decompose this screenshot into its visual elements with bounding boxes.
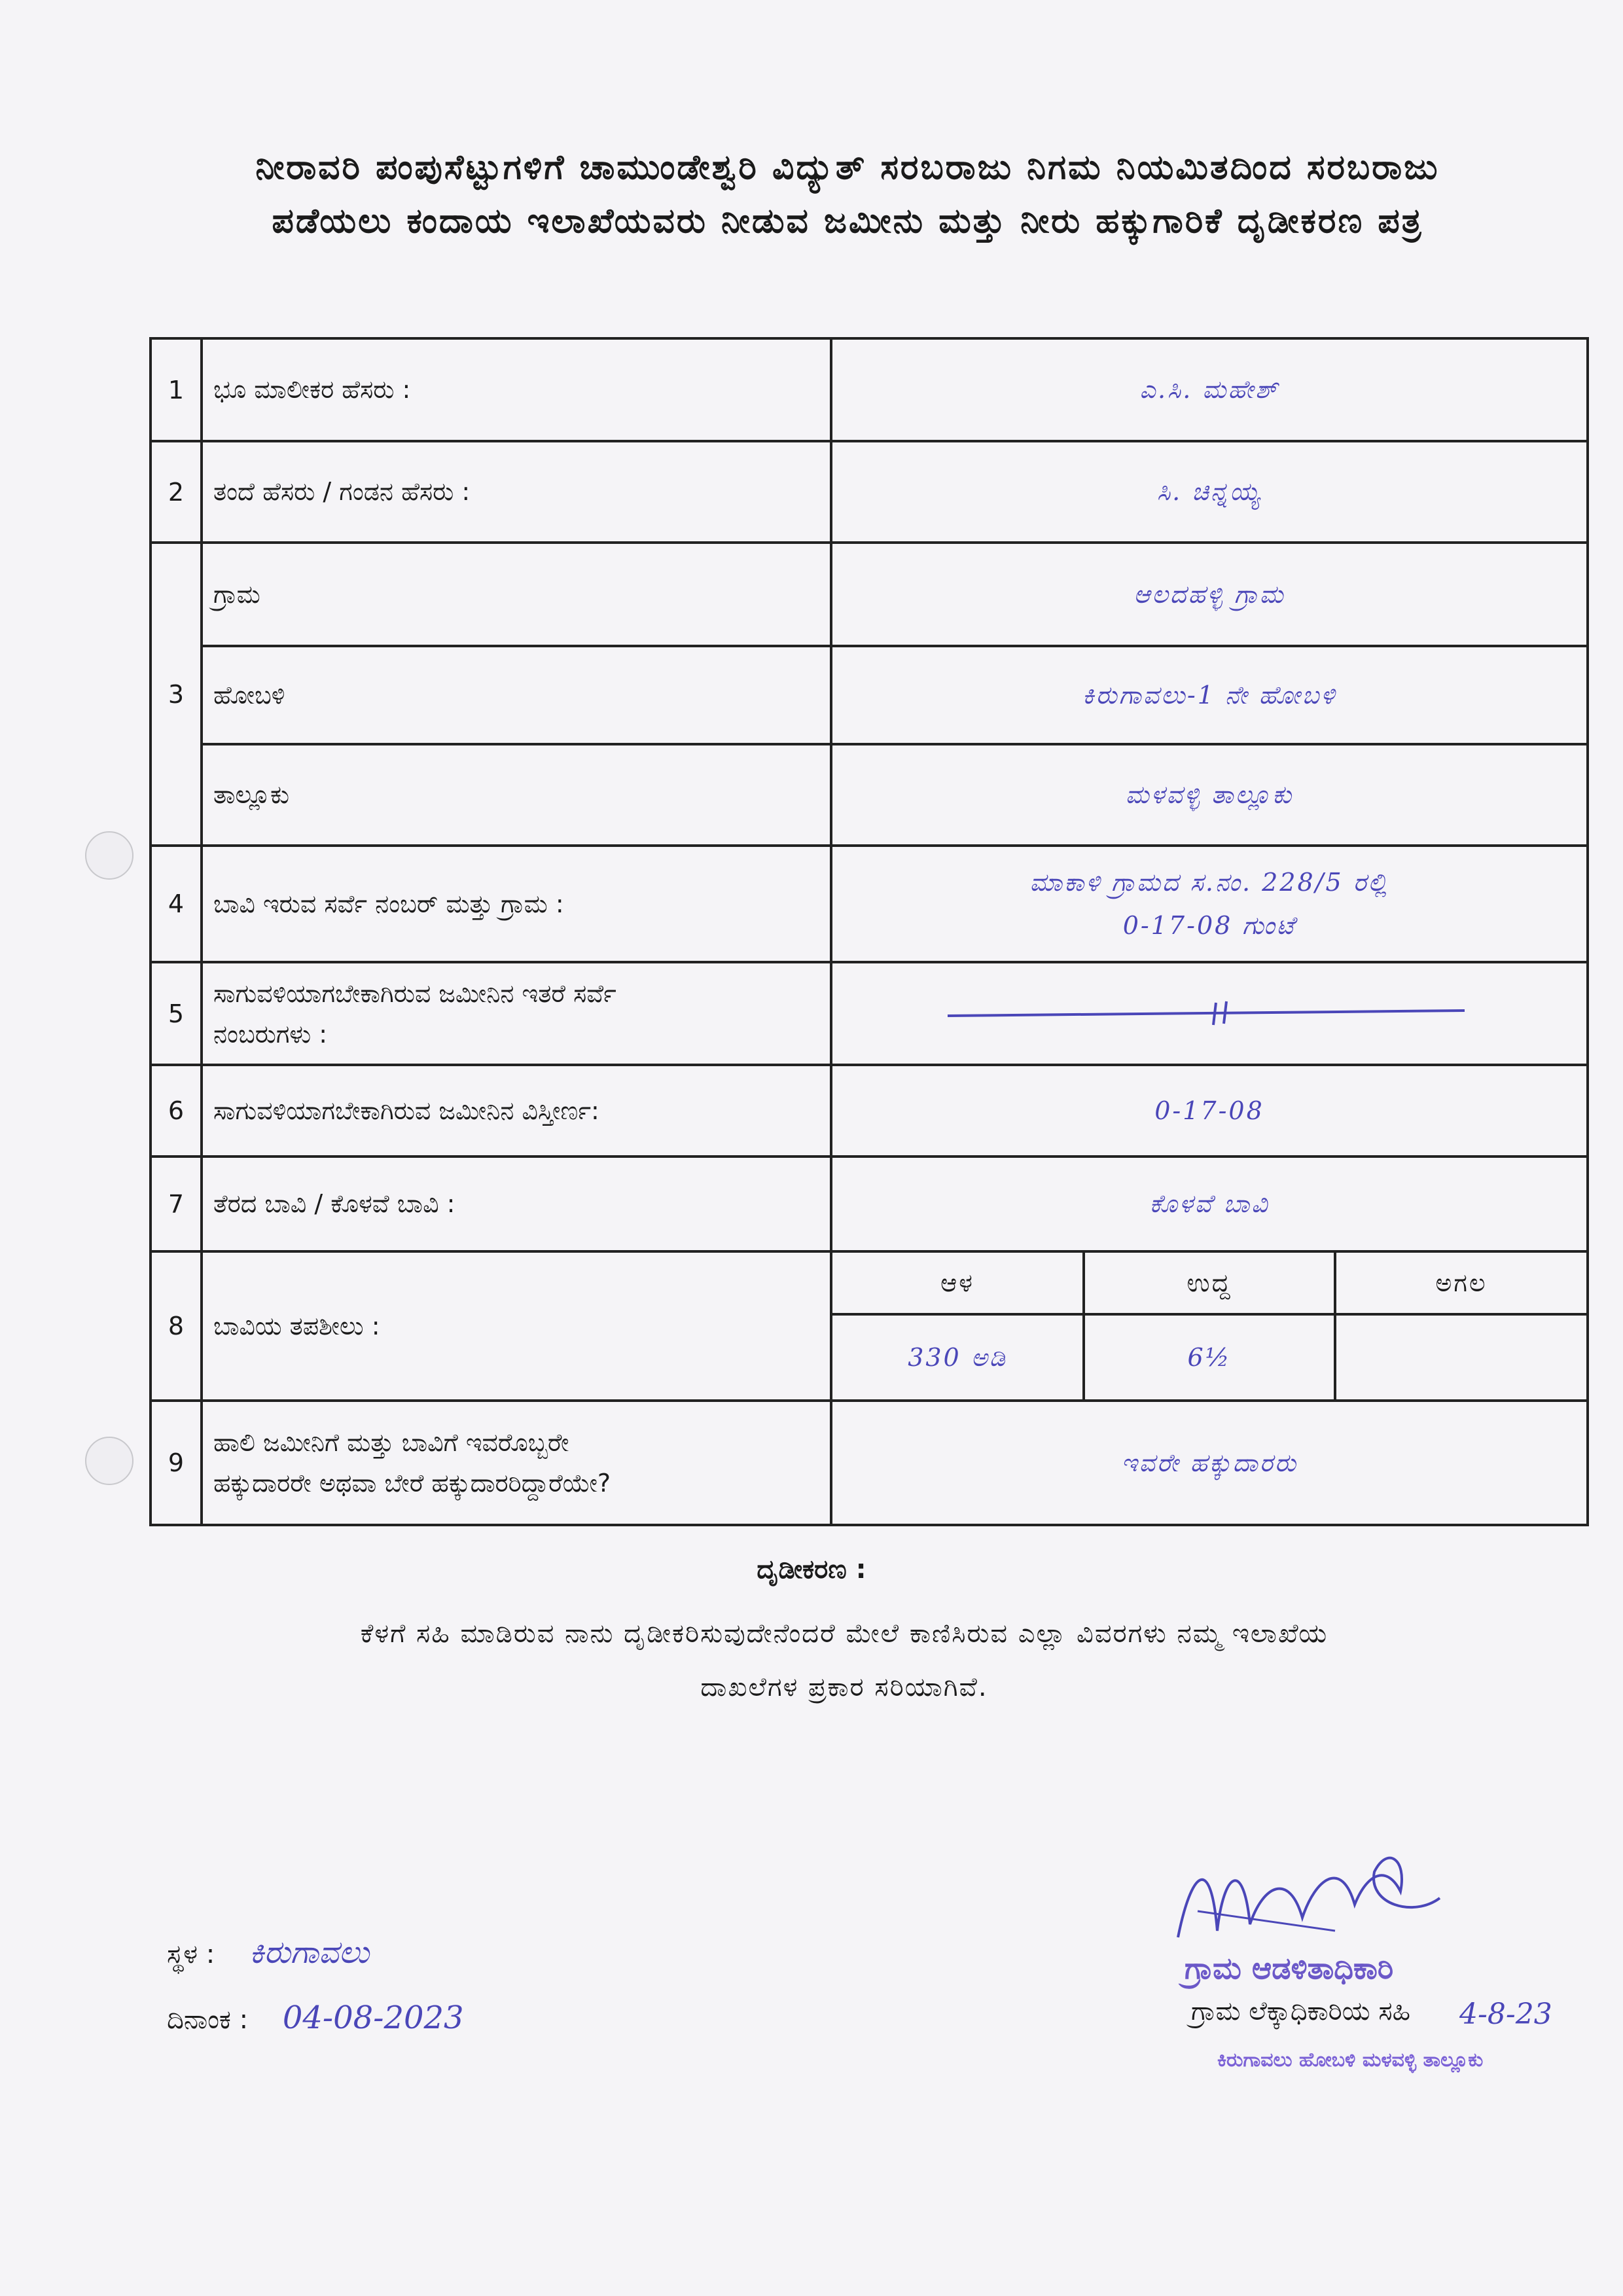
details-table (149, 337, 1589, 1526)
other-survey-label-line-1: ಸಾಗುವಳಿಯಾಗಬೇಕಾಗಿರುವ ಜಮೀನಿನ ಇತರೆ ಸರ್ವೆ (213, 978, 616, 1008)
well-details-subtable (832, 1253, 1586, 1399)
hobli-value: ಕಿರುಗಾವಲು-1 ನೇ ಹೋಬಳಿ (831, 646, 1588, 744)
row-number: 4 (151, 846, 202, 962)
stamp-title: ಗ್ರಾಮ ಆಡಳಿತಾಧಿಕಾರಿ (1185, 1950, 1394, 1986)
blank-dash-mark (941, 991, 1478, 1030)
father-name-label: ತಂದೆ ಹೆಸರು / ಗಂಡನ ಹೆಸರು : (202, 441, 831, 543)
signature-scribble (1139, 1833, 1544, 1964)
certification-line-2: ದಾಖಲೆಗಳ ಪ್ರಕಾರ ಸರಿಯಾಗಿವೆ. (700, 1672, 988, 1702)
well-type-label: ತೆರದ ಬಾವಿ / ಕೊಳವೆ ಬಾವಿ : (202, 1157, 831, 1251)
date-label: ದಿನಾಂಕ : (167, 2005, 249, 2035)
father-name-value: ಸಿ. ಚಿನ್ನಯ್ಯ (831, 441, 1588, 543)
punch-hole (85, 831, 134, 880)
other-survey-label-line-2: ನಂಬರುಗಳು : (213, 1019, 328, 1049)
place-label: ಸ್ಥಳ : (167, 1939, 215, 1969)
taluk-label: ತಾಲ್ಲೂಕು (202, 744, 831, 846)
owner-name-label: ಭೂ ಮಾಲೀಕರ ಹೆಸರು : (202, 338, 831, 441)
subtable-header-row (832, 1253, 1586, 1314)
title-line-1: ನೀರಾವರಿ ಪಂಪುಸೆಟ್ಟುಗಳಿಗೆ ಚಾಮುಂಡೇಶ್ವರಿ ವಿದ್ಯುತ್ ಸರಬರಾಜು ನಿಗಮ ನಿಯಮಿತದಿಂದ ಸರಬರಾಜು (255, 148, 1440, 187)
ownership-question-line-1: ಹಾಲಿ ಜಮೀನಿಗೆ ಮತ್ತು ಬಾವಿಗೆ ಇವರೊಬ್ಬರೇ (213, 1428, 569, 1457)
row-number: 5 (151, 962, 202, 1065)
well-type-value: ಕೊಳವೆ ಬಾವಿ (831, 1157, 1588, 1251)
place-row (167, 1934, 369, 1971)
table-row (151, 1251, 1588, 1401)
width-header: ಅಗಲ (1335, 1253, 1586, 1314)
length-value: 6½ (1084, 1314, 1335, 1399)
village-value: ಆಲದಹಳ್ಳಿ ಗ್ರಾಮ (831, 543, 1588, 646)
other-survey-label (202, 962, 831, 1065)
row-number: 1 (151, 338, 202, 441)
stamp-jurisdiction: ಕಿರುಗಾವಲು ಹೋಬಳಿ ಮಳವಳ್ಳಿ ತಾಲ್ಲೂಕು (1217, 2049, 1484, 2072)
table-row (151, 441, 1588, 543)
table-row (151, 646, 1588, 744)
table-row (151, 338, 1588, 441)
date-value: 04-08-2023 (282, 2000, 464, 2036)
survey-number-line-2: 0-17-08 ಗುಂಟೆ (1122, 911, 1296, 940)
hobli-label: ಹೋಬಳಿ (202, 646, 831, 744)
village-label: ಗ್ರಾಮ (202, 543, 831, 646)
depth-header: ಆಳ (832, 1253, 1084, 1314)
signature-date: 4-8-23 (1459, 1998, 1552, 2031)
punch-hole (85, 1437, 134, 1485)
table-row (151, 1065, 1588, 1157)
document-title (144, 141, 1551, 248)
survey-number-label: ಬಾವಿ ಇರುವ ಸರ್ವೆ ನಂಬರ್ ಮತ್ತು ಗ್ರಾಮ : (202, 846, 831, 962)
row-number: 3 (151, 543, 202, 846)
certification-line-1: ಕೆಳಗೆ ಸಹಿ ಮಾಡಿರುವ ನಾನು ದೃಡೀಕರಿಸುವುದೇನೆಂದರೆ ಮೇಲೆ ಕಾಣಿಸಿರುವ ಎಲ್ಲಾ ವಿವರಗಳು ನಮ್ಮ ಇಲಾಖೆಯ (360, 1619, 1329, 1649)
certification-heading: ದೃಡೀಕರಣ : (757, 1554, 866, 1585)
taluk-value: ಮಳವಳ್ಳಿ ತಾಲ್ಲೂಕು (831, 744, 1588, 846)
table-row (151, 543, 1588, 646)
row-number: 2 (151, 441, 202, 543)
ownership-question-line-2: ಹಕ್ಕುದಾರರೇ ಅಥವಾ ಬೇರೆ ಹಕ್ಕುದಾರರಿದ್ದಾರೆಯೇ? (213, 1469, 611, 1498)
well-details-cell (831, 1251, 1588, 1401)
row-number: 7 (151, 1157, 202, 1251)
ownership-answer-value: ಇವರೇ ಹಕ್ಕುದಾರರು (831, 1401, 1588, 1525)
subtable-value-row (832, 1314, 1586, 1399)
owner-name-value: ಎ.ಸಿ. ಮಹೇಶ್ (831, 338, 1588, 441)
table-row (151, 1157, 1588, 1251)
certification-text (196, 1607, 1492, 1714)
length-header: ಉದ್ದ (1084, 1253, 1335, 1314)
width-value (1335, 1314, 1586, 1399)
land-area-label: ಸಾಗುವಳಿಯಾಗಬೇಕಾಗಿರುವ ಜಮೀನಿನ ವಿಸ್ತೀರ್ಣ: (202, 1065, 831, 1157)
table-row (151, 1401, 1588, 1525)
row-number: 9 (151, 1401, 202, 1525)
other-survey-value (831, 962, 1588, 1065)
place-value: ಕಿರುಗಾವಲು (249, 1934, 370, 1971)
land-area-value: 0-17-08 (831, 1065, 1588, 1157)
row-number: 8 (151, 1251, 202, 1401)
table-row (151, 846, 1588, 962)
survey-number-line-1: ಮಾಕಾಳಿ ಗ್ರಾಮದ ಸ.ನಂ. 228/5 ರಲ್ಲಿ (1029, 868, 1389, 897)
depth-value: 330 ಅಡಿ (832, 1314, 1084, 1399)
table-row (151, 744, 1588, 846)
survey-number-value (831, 846, 1588, 962)
title-line-2: ಪಡೆಯಲು ಕಂದಾಯ ಇಲಾಖೆಯವರು ನೀಡುವ ಜಮೀನು ಮತ್ತು ನೀರು ಹಕ್ಕುಗಾರಿಕೆ ದೃಡೀಕರಣ ಪತ್ರ (272, 202, 1423, 241)
ownership-question-label (202, 1401, 831, 1525)
table-row (151, 962, 1588, 1065)
officer-stamp (1139, 1833, 1552, 2081)
well-details-label: ಬಾವಿಯ ತಪಶೀಲು : (202, 1251, 831, 1401)
signature-caption: ಗ್ರಾಮ ಲೆಕ್ಕಾಧಿಕಾರಿಯ ಸಹಿ (1191, 1996, 1411, 2026)
date-row (167, 2000, 464, 2036)
row-number: 6 (151, 1065, 202, 1157)
